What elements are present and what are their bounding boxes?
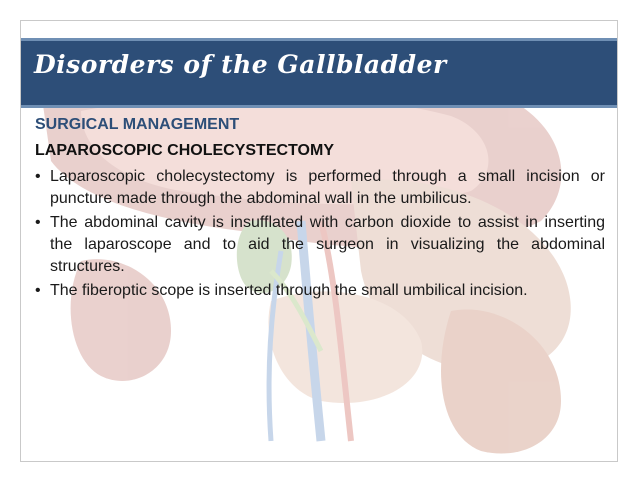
bullet-item — [35, 166, 605, 210]
bullet-marker: • — [35, 282, 41, 299]
title-banner — [21, 38, 617, 108]
subheading: LAPAROSCOPIC CHOLECYSTECTOMY — [35, 142, 334, 159]
bullet-item — [35, 212, 605, 278]
bullet-text: The fiberoptic scope is inserted through the small umbilical incision. — [50, 282, 528, 299]
bullet-item — [35, 280, 605, 302]
slide-frame — [20, 20, 618, 462]
section-heading: SURGICAL MANAGEMENT — [35, 116, 240, 133]
bullet-text: The abdominal cavity is insufflated with carbon dioxide to assist in inserting the laparoscope and to aid the surgeon in visualizing the abdominal structures. — [50, 214, 605, 275]
bullet-list — [35, 166, 605, 302]
bullet-text: Laparoscopic cholecystectomy is performed through a small incision or puncture made through the abdominal wall in the umbilicus. — [50, 168, 605, 207]
slide-content — [35, 116, 605, 304]
bullet-marker: • — [35, 168, 41, 185]
bullet-marker: • — [35, 214, 41, 231]
slide-title: Disorders of the Gallbladder — [34, 50, 447, 79]
